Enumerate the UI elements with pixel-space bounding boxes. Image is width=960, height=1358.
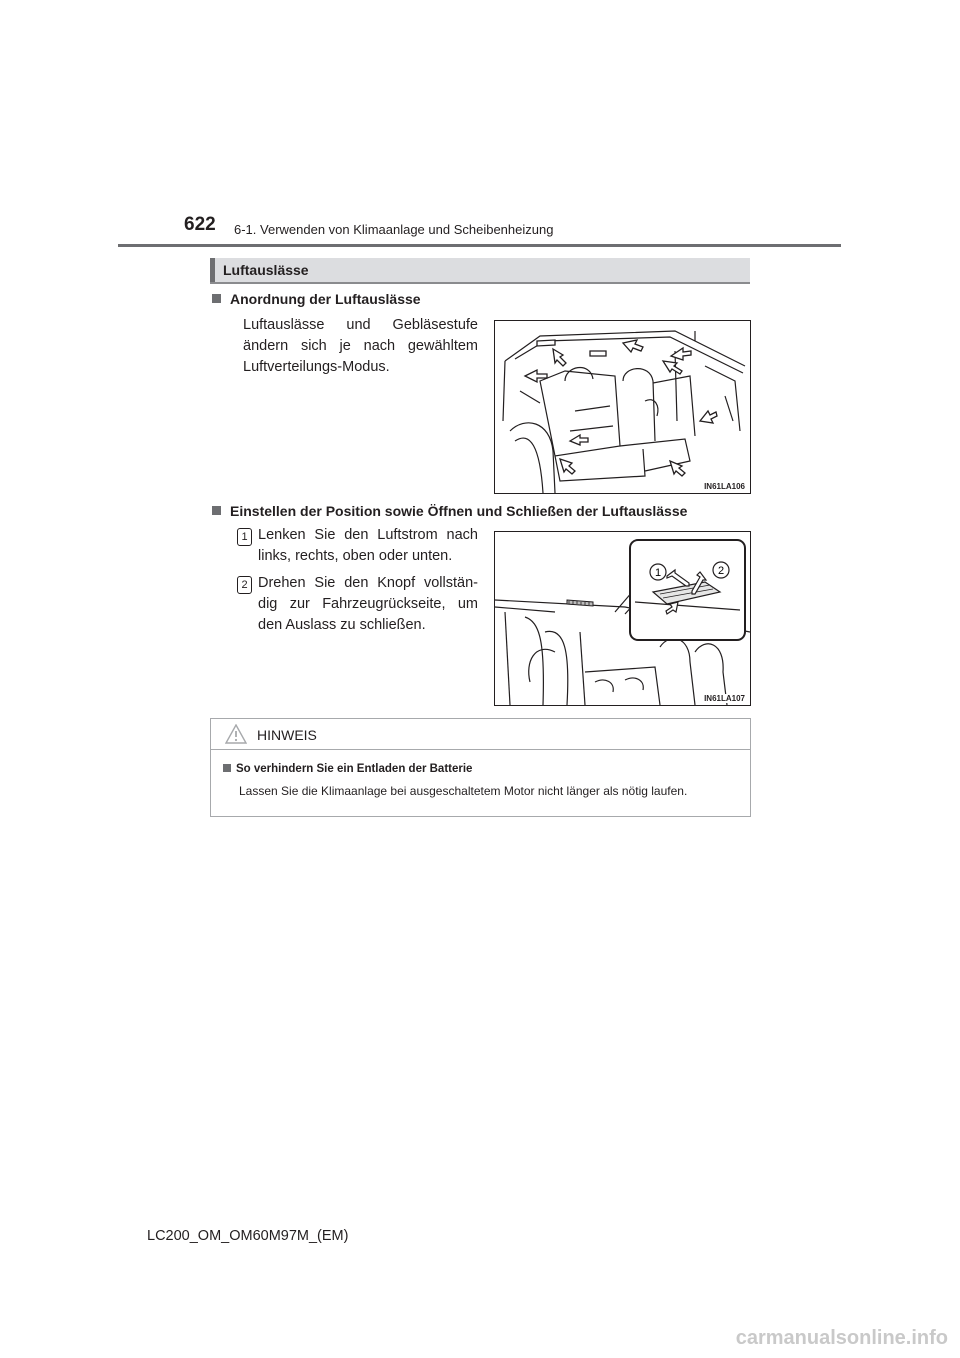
notice-heading [223,763,472,775]
notice-title: HINWEIS [257,727,317,743]
section-title: Luftauslässe [223,262,309,278]
square-bullet-icon [223,764,231,772]
outlet-arrangement-text: Luftauslässe und Gebläsestufe ändern sich je nach gewähltem Luftverteilungs-Modus. [243,317,478,375]
figure-callout-2: 2 [717,565,725,577]
outlet-adjustment-illustration [495,532,750,705]
figure-code: IN61LA107 [704,694,745,703]
vehicle-interior-illustration [495,321,750,493]
notice-heading-text: So verhindern Sie ein Entladen der Batterie [236,763,473,775]
footer-doc-code: LC200_OM_OM60M97M_(EM) [147,1228,349,1244]
warning-triangle-icon [225,724,247,744]
subheading-outlet-arrangement [212,291,421,307]
step-text-1: Lenken Sie den Luftstrom nach links, rechts, oben oder unten. [258,527,478,564]
notice-box [210,718,751,817]
subheading-text: Anordnung der Luftauslässe [230,291,421,307]
square-bullet-icon [212,506,221,515]
notice-header [211,719,750,750]
header-rule [118,244,841,247]
figure-code: IN61LA106 [704,482,745,491]
figure-vehicle-interior-outlets [494,320,751,494]
section-title-bar [210,258,750,284]
watermark: carmanualsonline.info [735,1327,948,1349]
step-number-2: 2 [237,576,252,594]
step-text-2: Drehen Sie den Knopf vollstän-dig zur Fahrzeugrückseite, um den Auslass zu schließen. [258,575,478,633]
page-number: 622 [184,214,216,235]
figure-outlet-adjustment [494,531,751,706]
notice-text: Lassen Sie die Klimaanlage bei ausgeschaltetem Motor nicht länger als nötig laufen. [239,784,688,798]
chapter-title: 6-1. Verwenden von Klimaanlage und Scheibenheizung [234,222,554,237]
square-bullet-icon [212,294,221,303]
subheading-text: Einstellen der Position sowie Öffnen und Schließen der Luftauslässe [230,503,688,519]
subheading-outlet-adjustment [212,503,687,519]
figure-callout-1: 1 [654,567,662,579]
step-number-1: 1 [237,528,252,546]
section-bar-accent [210,258,215,282]
